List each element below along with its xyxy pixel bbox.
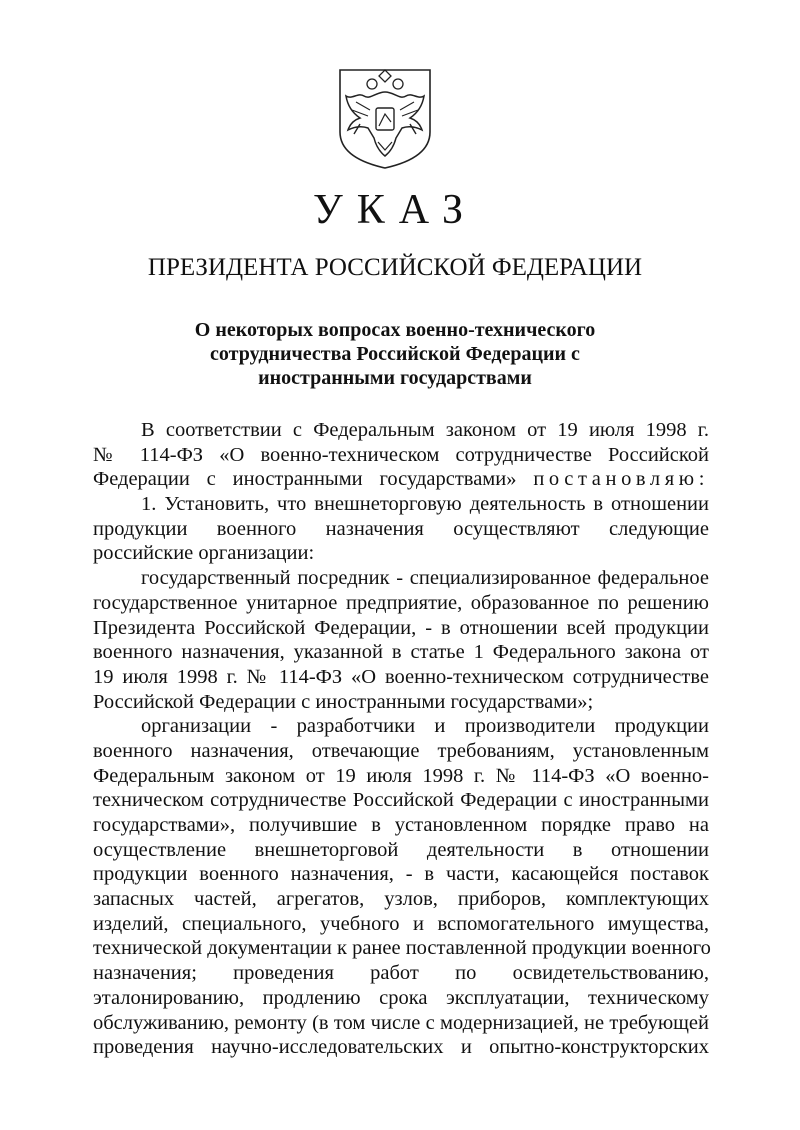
body-line: военного назначения, отвечающие требованиям, установленным <box>93 739 709 762</box>
body-line: эталонированию, продлению срока эксплуатации, техническому <box>93 986 709 1009</box>
heading-line: иностранными государствами <box>258 367 532 389</box>
body-line: № 114-ФЗ «О военно-техническом сотрудничестве Российской <box>93 443 709 466</box>
body-line: техническом сотрудничестве Российской Федерации с иностранными <box>93 789 709 812</box>
body-line: 1. Установить, что внешнеторговую деятельность в отношении <box>141 493 709 516</box>
body-line: государственное унитарное предприятие, образованное по решению <box>93 591 709 614</box>
body-line: российские организации: <box>93 542 315 565</box>
body-line: Федеральным законом от 19 июля 1998 г. № 114-ФЗ «О военно- <box>93 764 709 787</box>
coat-of-arms-icon <box>330 62 440 172</box>
body-line: изделий, специального, учебного и вспомогательного имущества, <box>93 912 709 935</box>
document-subtitle: ПРЕЗИДЕНТА РОССИЙСКОЙ ФЕДЕРАЦИИ <box>147 254 643 281</box>
body-text: Федерации с иностранными государствами» <box>93 468 517 491</box>
document-title: УКАЗ <box>312 187 478 233</box>
body-line: государствами», получившие в установленном порядке право на <box>93 814 709 836</box>
body-line: 19 июля 1998 г. № 114-ФЗ «О военно-техническом сотрудничестве <box>93 665 709 688</box>
body-line: технической документации к ранее поставленной продукции военного <box>93 937 711 960</box>
body-line: продукции военного назначения осуществляют следующие <box>93 517 709 540</box>
heading-line: сотрудничества Российской Федерации с <box>210 343 580 365</box>
body-line: В соответствии с Федеральным законом от 19 июля 1998 г. <box>141 419 709 441</box>
document-heading <box>0 318 790 390</box>
body-line: назначения; проведения работ по освидетельствованию, <box>93 962 709 985</box>
body-line: Президента Российской Федерации, - в отношении всей продукции <box>93 616 709 639</box>
body-line: обслуживанию, ремонту (в том числе с модернизацией, не требующей <box>93 1011 709 1034</box>
body-line <box>93 467 709 492</box>
body-line: проведения научно-исследовательских и опытно-конструкторских <box>93 1036 709 1059</box>
document-body <box>93 418 709 1060</box>
body-line: государственный посредник - специализированное федеральное <box>141 567 709 590</box>
heading-line: О некоторых вопросах военно-технического <box>194 319 596 341</box>
body-line: военного назначения, указанной в статье 1 Федерального закона от <box>93 641 709 664</box>
body-line: Российской Федерации с иностранными государствами»; <box>93 690 594 713</box>
body-line: осуществление внешнеторговой деятельности в отношении <box>93 838 709 861</box>
decree-keyword: постановляю: <box>533 468 709 491</box>
body-line: организации - разработчики и производители продукции <box>141 715 709 738</box>
body-line: запасных частей, агрегатов, узлов, приборов, комплектующих <box>93 888 709 911</box>
body-line: продукции военного назначения, - в части, касающейся поставок <box>93 863 709 886</box>
